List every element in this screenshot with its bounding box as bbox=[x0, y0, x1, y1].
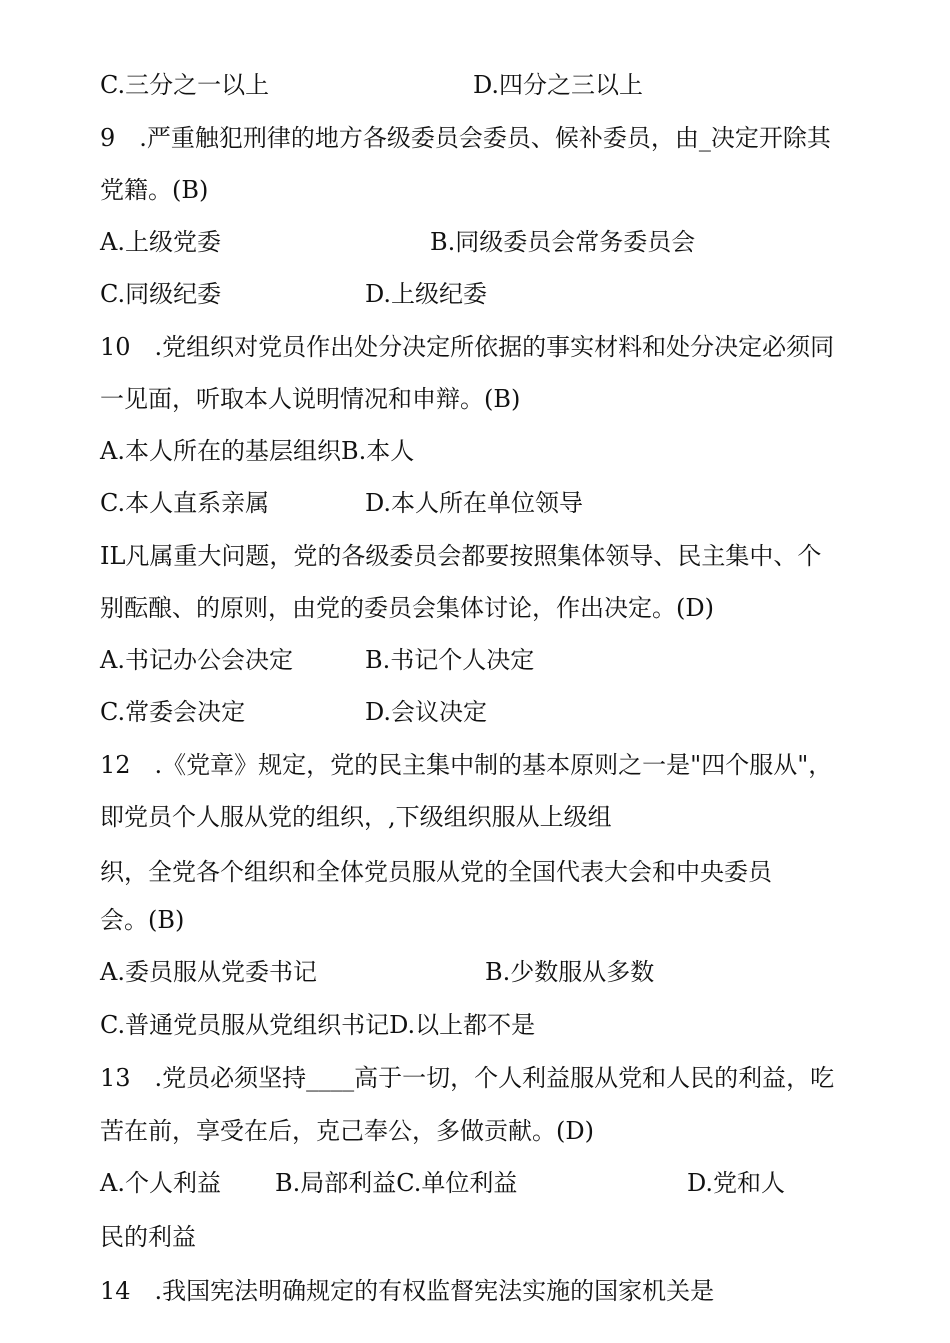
question-12-line-1: 12 .《党章》规定，党的民主集中制的基本原则之一是"四个服从"， bbox=[100, 751, 833, 779]
option-b: B.同级委员会常务委员会 bbox=[430, 228, 696, 256]
question-10-line-1: 10 .党组织对党员作出处分决定所依据的事实材料和处分决定必须同 bbox=[100, 333, 835, 361]
option-d: D.四分之三以上 bbox=[473, 71, 644, 99]
question-11-line-2: 别酝酿、的原则，由党的委员会集体讨论，作出决定。(D) bbox=[100, 594, 714, 622]
option-c: C.同级纪委 bbox=[100, 280, 222, 308]
question-13-line-2: 苦在前，享受在后，克己奉公，多做贡献。(D) bbox=[100, 1117, 594, 1145]
option-d: D.会议决定 bbox=[365, 698, 488, 726]
option-a: A.上级党委 bbox=[100, 228, 221, 256]
question-12-line-2: 即党员个人服从党的组织，,下级组织服从上级组 bbox=[100, 803, 612, 831]
option-b-c: B.局部利益C.单位利益 bbox=[275, 1169, 518, 1197]
option-c: C.常委会决定 bbox=[100, 698, 246, 726]
option-b: B.书记个人决定 bbox=[365, 646, 535, 674]
question-12-line-4: 会。(B) bbox=[100, 906, 185, 934]
question-14-line-1: 14 .我国宪法明确规定的有权监督宪法实施的国家机关是 bbox=[100, 1277, 715, 1305]
option-d: D.本人所在单位领导 bbox=[365, 489, 584, 517]
option-b: B.少数服从多数 bbox=[485, 958, 655, 986]
question-13-line-1: 13 .党员必须坚持____高于一切，个人利益服从党和人民的利益，吃 bbox=[100, 1064, 835, 1092]
option-row: A.本人所在的基层组织B.本人 bbox=[100, 437, 415, 465]
option-row: C.普通党员服从党组织书记D.以上都不是 bbox=[100, 1011, 536, 1039]
option-d: D.上级纪委 bbox=[365, 280, 488, 308]
question-12-line-3: 织，全党各个组织和全体党员服从党的全国代表大会和中央委员 bbox=[100, 858, 772, 886]
option-c: C.三分之一以上 bbox=[100, 71, 270, 99]
option-d: D.党和人 bbox=[687, 1169, 786, 1197]
option-a: A.个人利益 bbox=[100, 1169, 221, 1197]
question-9-line-2: 党籍。(B) bbox=[100, 176, 209, 204]
option-c: C.本人直系亲属 bbox=[100, 489, 270, 517]
question-9-line-1: 9 .严重触犯刑律的地方各级委员会委员、候补委员，由_决定开除其 bbox=[100, 124, 831, 152]
option-a: A.委员服从党委书记 bbox=[100, 958, 317, 986]
question-11-line-1: IL凡属重大问题，党的各级委员会都要按照集体领导、民主集中、个 bbox=[100, 542, 822, 570]
option-a: A.书记办公会决定 bbox=[100, 646, 293, 674]
question-10-line-2: 一见面，听取本人说明情况和申辩。(B) bbox=[100, 385, 521, 413]
option-d-continued: 民的利益 bbox=[100, 1223, 196, 1251]
